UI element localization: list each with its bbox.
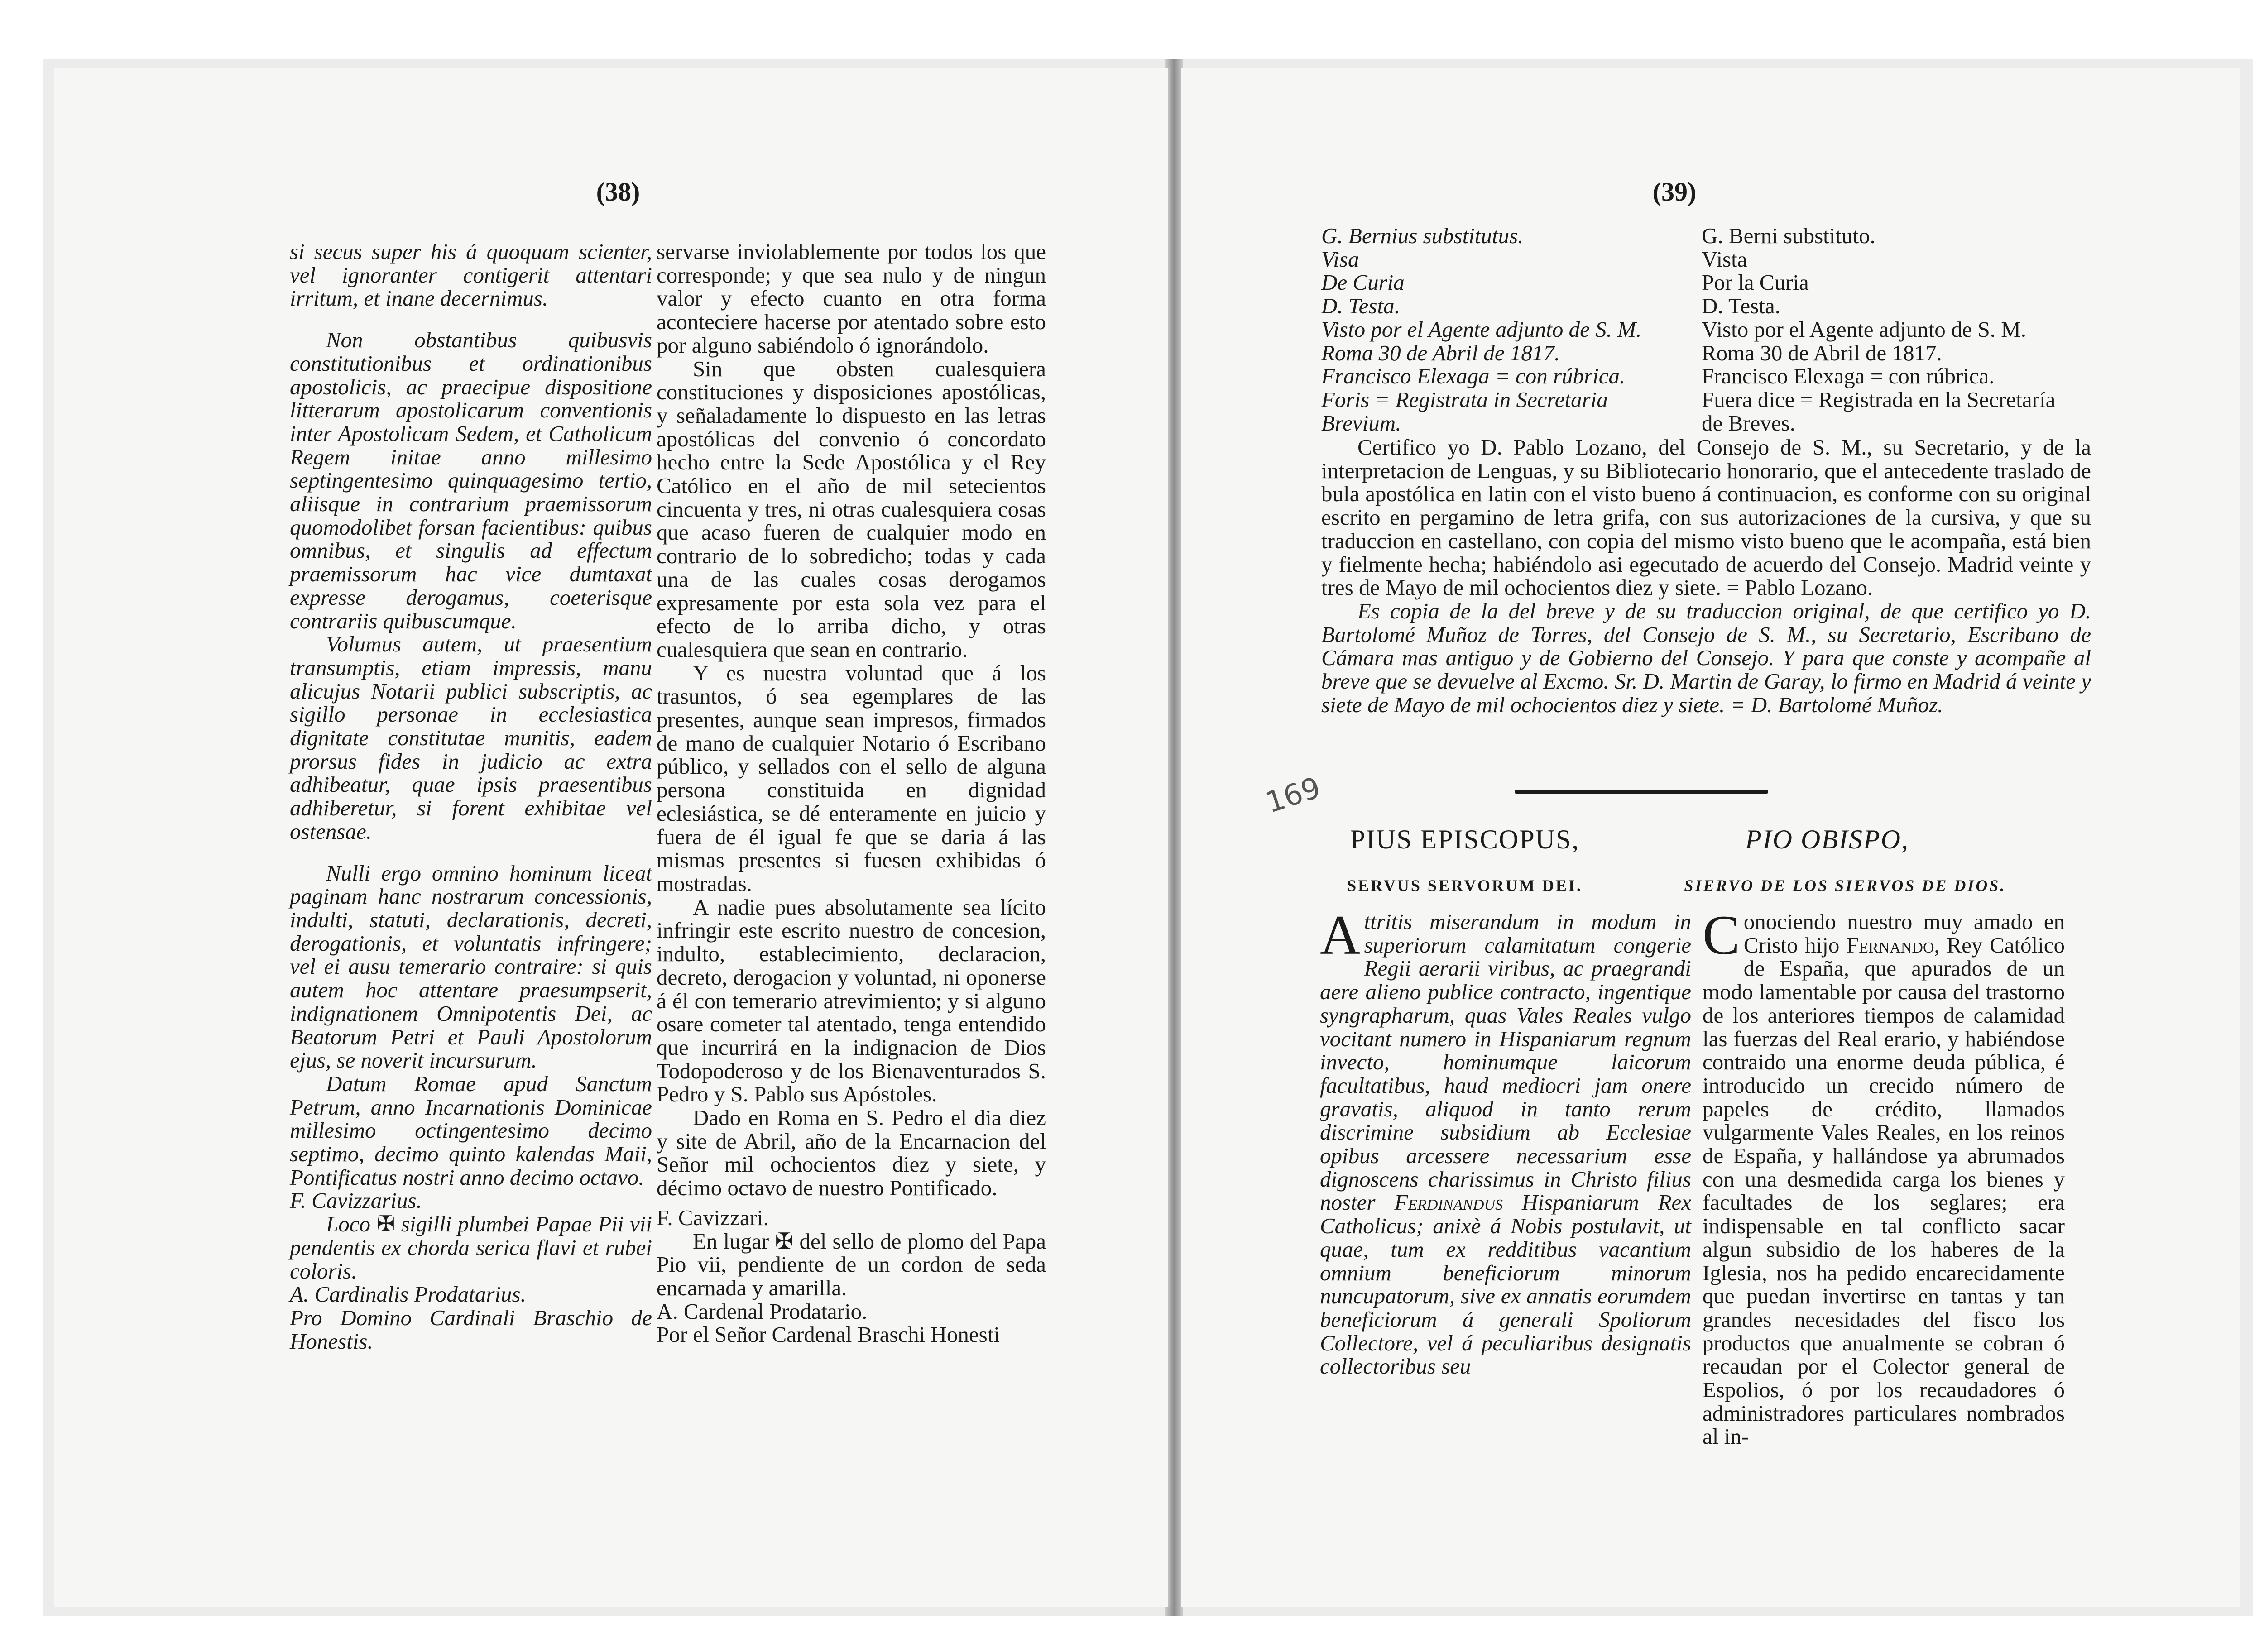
attest-line: Vista (1702, 246, 1747, 272)
latin-paragraph: si secus super his á quoquam scienter, vel ignoranter contigerit attentari irritum, et inane decernimus. (290, 239, 652, 311)
latin-pro-domino: Pro Domino Cardinali Braschio de Honestis. (290, 1305, 652, 1354)
book-spread (43, 59, 2253, 1616)
spanish-title: PIO OBISPO, (1745, 824, 1909, 854)
certifico-block (1321, 436, 2091, 716)
section-divider-rule (1515, 790, 1768, 794)
latin-bull-column (1320, 904, 1691, 1379)
spanish-signature-name: F. Cavizzari. (657, 1205, 769, 1230)
spanish-paragraph: A nadie pues absolutamente sea lícito infringir este escrito nuestro de concesion, indulto, establecimiento, declaracion, decreto, derogacion y voluntad, ni oponerse á él con temerario atrevimiento; y si alguno osare cometer tal atentado, tenga entendido que incurrirá en la indignacion de Dios Todopoderoso y de los Bienaventurados S. Pedro y S. Pablo sus Apóstoles. (657, 894, 1046, 1107)
latin-paragraph: Nulli ergo omnino hominum liceat paginam hanc nostrarum concessionis, indulti, statuti, declarationis, decreti, derogationis, et voluntatis infringere; vel ei ausu temerario contraire: si quis autem hoc attentare praesumpserit, indignationem Omnipotentis Dei, ac Beatorum Petri et Pauli Apostolorum ejus, se noverit incursurum. (290, 860, 652, 1073)
spanish-column (657, 240, 1046, 1346)
left-page (54, 68, 1170, 1607)
attest-line: Fuera dice = Registrada en la Secretaría (1702, 387, 2056, 412)
attest-line: Foris = Registrata in Secretaria (1321, 387, 1608, 412)
latin-seal-line: Loco ✠ sigilli plumbei Papae Pii vii pendentis ex chorda serica flavi et rubei coloris. (290, 1211, 652, 1283)
attest-line: D. Testa. (1321, 293, 1400, 319)
seal-cross-icon: ✠ (775, 1228, 794, 1254)
spanish-king-name: Fernando (1847, 932, 1934, 958)
attest-line: Roma 30 de Abril de 1817. (1702, 340, 1942, 365)
attest-line: Roma 30 de Abril de 1817. (1321, 340, 1560, 365)
attest-line: G. Bernius substitutus. (1321, 223, 1524, 248)
attest-line: G. Berni substituto. (1702, 223, 1875, 248)
attest-line: Brevium. (1321, 410, 1401, 436)
latin-prodatarius: A. Cardinalis Prodatarius. (290, 1282, 526, 1307)
spanish-bull-text: Conociendo nuestro muy amado en Cristo hijo Fernando, Rey Católico de España, que apurados de un modo lamentable por causa del trastorno de los anteriores tiempos de calamidad las fuerzas del Real erario, y habiéndose contraido una enorme deuda pública, é introducido un crecido número de papeles de crédito, llamados vulgarmente Vales Reales, en los reinos de España, y hallándose ya abrumados con una desmedida carga los bienes y facultades de los seglares; era indispensable en tal conflicto sacar algun subsidio de los haberes de la Iglesia, nos ha pedido encarecidamente que puedan invertirse en tantas y tan grandes necesidades del fisco los productos que anualmente se cobran ó recaudan por el Colector general de Espolios, ó por los recaudadores ó administradores particulares nombrados al in- (1703, 904, 2065, 1449)
spanish-prodatario: A. Cardenal Prodatario. (657, 1298, 868, 1324)
latin-king-name: Ferdinandus (1394, 1190, 1503, 1215)
spanish-seal-line: En lugar ✠ del sello de plomo del Papa Pio vii, pendiente de un cordon de seda encarnada y amarilla. (657, 1228, 1046, 1300)
spanish-subtitle: SIERVO DE LOS SIERVOS DE DIOS. (1684, 876, 2006, 895)
latin-subtitle: SERVUS SERVORUM DEI. (1347, 876, 1583, 895)
latin-paragraph: Datum Romae apud Sanctum Petrum, anno Incarnationis Dominicae millesimo octingentesimo decimo septimo, decimo quinto kalendas Maii, Pontificatus nostri anno decimo octavo. (290, 1071, 652, 1190)
attest-line: Por la Curia (1702, 270, 1809, 295)
latin-signature-name: F. Cavizzarius. (290, 1188, 422, 1213)
attest-line: Visto por el Agente adjunto de S. M. (1702, 316, 2027, 342)
attest-line: Visa (1321, 246, 1359, 272)
certifico-paragraph: Certifico yo D. Pablo Lozano, del Consejo de S. M., su Secretario, y de la interpretacion de Lenguas, y su Bibliotecario honorario, que el antecedente traslado de bula apostólica en latin con el visto bueno á continuacion, es conforme con su original escrito en pergamino de letra grifa, con sus autorizaciones de la cursiva, y que su traduccion en castellano, con copia del mismo visto bueno que le acompaña, está bien y fielmente hecha; habiéndolo asi egecutado de acuerdo del Consejo. Madrid veinte y tres de Mayo de mil ochocientos diez y siete. = Pablo Lozano. (1321, 435, 2091, 600)
latin-paragraph: Volumus autem, ut praesentium transumptis, etiam impressis, manu alicujus Notarii publici subscriptis, ac sigillo personae in ecclesiastica dignitate constitutae munitis, eadem prorsus fides in judicio ac extra adhibeatur, quae ipsis praesentibus adhiberetur, si forent exhibitae vel ostensae. (290, 632, 652, 844)
latin-attest-block (1321, 224, 1693, 435)
archive-stamp: 169 (1262, 771, 1325, 820)
attest-line: Francisco Elexaga = con rúbrica. (1321, 364, 1626, 389)
attest-line: de Breves. (1702, 410, 1795, 436)
latin-paragraph: Non obstantibus quibusvis constitutionibus et ordinationibus apostolicis, ac praecipue dispositione litterarum apostolicarum conventionis inter Apostolicam Sedem, et Catholicum Regem initae anno millesimo septingentesimo quinquagesimo tertio, aliisque in contrarium praemissorum quomodolibet forsan facientibus: quibus omnibus, et singulis ad effectum praemissorum hac vice dumtaxat expresse derogamus, coeterisque contrariis quibuscumque. (290, 327, 652, 633)
latin-bull-text: Attritis miserandum in modum in superiorum calamitatum congerie Regii aerarii viribus, ac praegrandi aere alieno publice contracto, ingentique syngrapharum, quas Vales Reales vulgo vocitant numero in Hispaniarum regnum invecto, hominumque laicorum facultatibus, haud mediocri jam onere gravatis, aliquod in tanto rerum discrimine subsidium ab Ecclesiae opibus arcessere necessarium esse dignoscens charissimus in Christo filius noster Ferdinandus Hispaniarum Rex Catholicus; anixè á Nobis postulavit, ut quae, tum ex redditibus vacantium omnium beneficiorum minorum nuncupatorum, sive ex annatis eorumdem beneficiorum á generali Spoliorum Collectore, vel á peculiaribus designatis collectoribus seu (1320, 904, 1691, 1379)
latin-column (290, 240, 652, 1353)
spanish-paragraph: servarse inviolablemente por todos los que corresponde; y que sea nulo y de ningun valor y efecto cuanto en otra forma aconteciere hacerse por atentado sobre esto por alguno sabiéndolo ó ignorándolo. (657, 239, 1046, 358)
latin-title: PIUS EPISCOPUS, (1350, 824, 1580, 854)
attest-line: D. Testa. (1702, 293, 1780, 319)
spanish-paragraph: Y es nuestra voluntad que á los trasuntos, ó sea egemplares de las presentes, aunque sean impresos, firmados de mano de cualquier Notario ó Escribano público, y sellados con el sello de alguna persona constituida en dignidad eclesiástica, se dé enteramente en juicio y fuera de él igual fe que se daria á las mismas presentes si fuesen exhibidas ó mostradas. (657, 660, 1046, 896)
spanish-paragraph: Sin que obsten cualesquiera constituciones y disposiciones apostólicas, y señaladamente lo dispuesto en las letras apostólicas del convenio ó concordato hecho entre la Sede Apostólica y el Rey Católico en el año de mil setecientos cincuenta y tres, ni otras cualesquiera cosas que acaso fueren de cualquier modo en contrario de lo sobredicho; todas y cada una de las cuales cosas derogamos expresamente por esta sola vez para el efecto de lo arriba dicho, y otras cualesquiera que sean en contrario. (657, 356, 1046, 662)
spanish-drop-cap: C (1703, 904, 1740, 966)
spanish-por-el: Por el Señor Cardenal Braschi Honesti (657, 1322, 1000, 1347)
page-number-left: (38) (596, 177, 640, 206)
spanish-attest-block (1702, 224, 2091, 435)
attest-line: De Curia (1321, 270, 1405, 295)
es-copia-paragraph: Es copia de la del breve y de su traduccion original, de que certifico yo D. Bartolomé Muñoz de Torres, del Consejo de S. M., su Secretario, Escribano de Cámara mas antiguo y de Gobierno del Consejo. Y para que conste y acompañe al breve que se devuelve al Excmo. Sr. D. Martin de Garay, lo firmo en Madrid á veinte y siete de Mayo de mil ochocientos diez y siete. = D. Bartolomé Muñoz. (1321, 598, 2091, 717)
page-number-right: (39) (1652, 177, 1697, 206)
attest-line: Francisco Elexaga = con rúbrica. (1702, 364, 1995, 389)
spanish-bull-column (1703, 904, 2065, 1449)
latin-drop-cap: A (1320, 904, 1361, 966)
attest-line: Visto por el Agente adjunto de S. M. (1321, 316, 1642, 342)
spanish-paragraph: Dado en Roma en S. Pedro el dia diez y site de Abril, año de la Encarnacion del Señor mil ochocientos diez y siete, y décimo octavo de nuestro Pontificado. (657, 1105, 1046, 1201)
seal-cross-icon: ✠ (376, 1211, 395, 1237)
